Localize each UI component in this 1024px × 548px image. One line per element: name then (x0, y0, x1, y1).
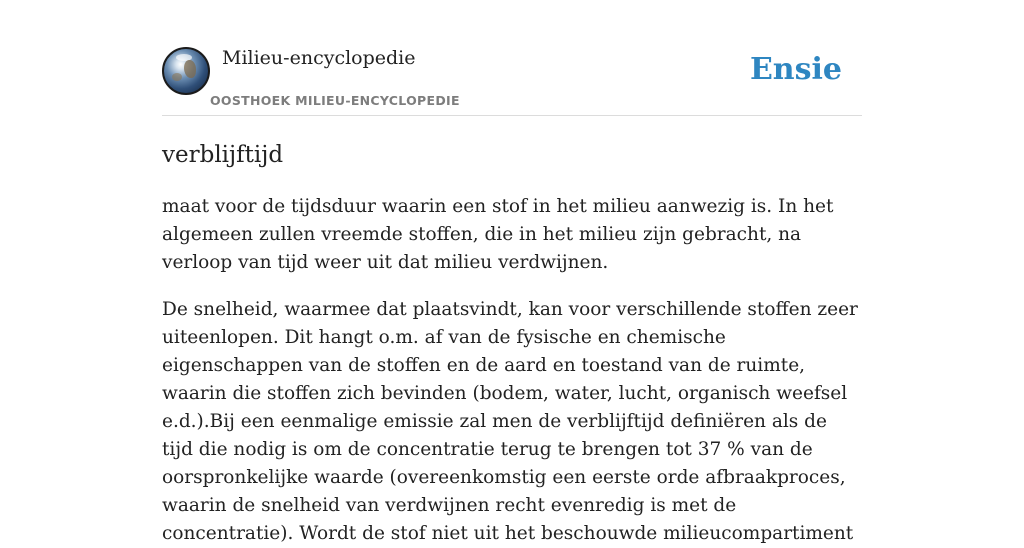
article-paragraph-details: De snelheid, waarmee dat plaatsvindt, kan voor verschillende stoffen zeer uiteenlopen. Dit hangt o.m. af van de fysische en chemische eigenschappen van de stoffen en de aard en toestand van de ruimte, waarin die stoffen zich bevinden (bodem, water, lucht, organisch weefsel e.d.).Bij een eenmalige emissie zal men de verblijftijd definiëren als de tijd die nodig is om de concentratie terug te brengen tot 37 % van de oorspronkelijke waarde (overeenkomstig een eerste orde afbraakproces, waarin de snelheid van verdwijnen recht evenredig is met de concentratie). Wordt de stof niet uit het beschouwde milieucompartiment (162, 299, 858, 544)
earth-globe-icon[interactable] (162, 47, 210, 95)
article-term-title: verblijftijd (162, 142, 284, 168)
site-header (162, 0, 862, 116)
site-subtitle: OOSTHOEK MILIEU-ENCYCLOPEDIE (210, 93, 460, 108)
brand-logo-link[interactable]: Ensie (749, 52, 842, 87)
globe-land-shape-small (172, 73, 182, 81)
article-paragraph-definition: maat voor de tijdsduur waarin een stof in het milieu aanwezig is. In het algemeen zullen vreemde stoffen, die in het milieu zijn gebracht, na verloop van tijd weer uit dat milieu verdwijnen. (162, 196, 834, 273)
content-container (162, 0, 862, 548)
site-name-link[interactable]: Milieu-encyclopedie (222, 47, 416, 69)
globe-land-shape (184, 60, 196, 78)
